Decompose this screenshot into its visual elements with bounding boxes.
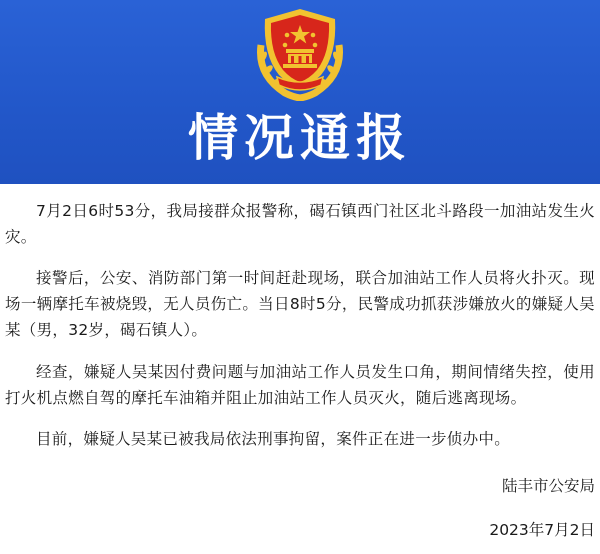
notice-paragraph-3: 经查，嫌疑人吴某因付费问题与加油站工作人员发生口角，期间情绪失控，使用打火机点燃自驾的摩托车油箱并阻止加油站工作人员灭火，随后逃离现场。 [5, 363, 595, 407]
issuer-signature: 陆丰市公安局 [501, 477, 595, 495]
notice-paragraph-2: 接警后，公安、消防部门第一时间赶赴现场，联合加油站工作人员将火扑灭。现场一辆摩托车被烧毁，无人员伤亡。当日8时5分，民警成功抓获涉嫌放火的嫌疑人吴某（男，32岁，碣石镇人）。 [5, 269, 595, 339]
notice-paragraph-4: 目前，嫌疑人吴某已被我局依法刑事拘留，案件正在进一步侦办中。 [36, 430, 511, 448]
notice-paragraph-1: 7月2日6时53分，我局接群众报警称，碣石镇西门社区北斗路段一加油站发生火灾。 [5, 202, 595, 246]
notice-title: 情况通报 [188, 109, 412, 167]
header-banner [0, 0, 600, 184]
issue-date: 2023年7月2日 [489, 521, 595, 539]
police-emblem-icon [249, 5, 351, 101]
